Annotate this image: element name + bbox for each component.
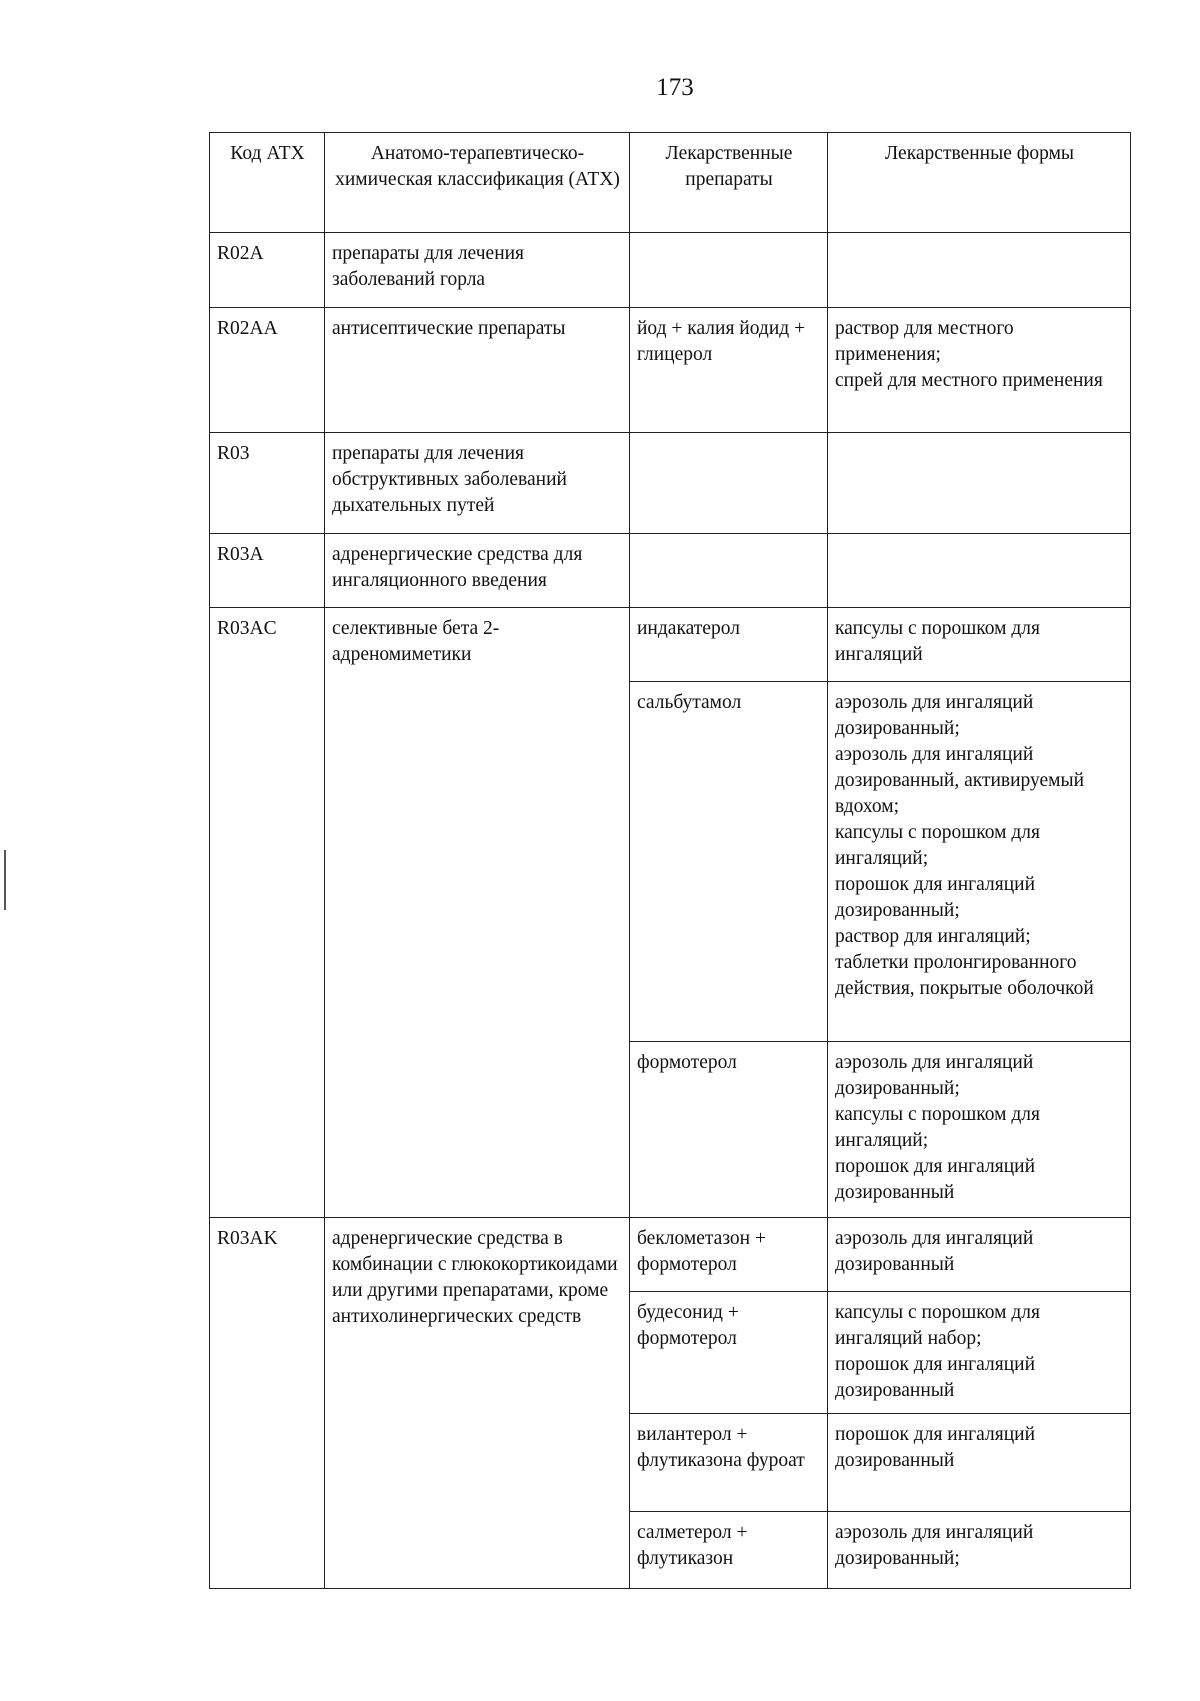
atc-code: R03AC	[210, 608, 325, 1218]
forms-cell	[828, 682, 1131, 1042]
form-line: порошок для ингаляций дозированный	[835, 1354, 1035, 1401]
forms-cell	[828, 308, 1131, 433]
forms-cell	[828, 1512, 1131, 1589]
atc-code: R02AA	[210, 308, 325, 433]
table-row	[210, 308, 1131, 433]
drug-cell	[630, 433, 828, 534]
atc-name: селективные бета 2-адреномиметики	[325, 608, 630, 1218]
forms-cell	[828, 1414, 1131, 1512]
forms-cell	[828, 233, 1131, 308]
atc-name: адренергические средства для ингаляционного введения	[325, 534, 630, 608]
drug-name: вилантерол + флутиказона фуроат	[630, 1414, 828, 1512]
atc-name: препараты для лечения заболеваний горла	[325, 233, 630, 308]
header-code: Код АТХ	[210, 133, 325, 233]
drug-name: будесонид + формотерол	[630, 1292, 828, 1414]
form-line: таблетки пролонгированного действия, покрытые оболочкой	[835, 952, 1094, 999]
table-row	[210, 534, 1131, 608]
header-drugs: Лекарственные препараты	[630, 133, 828, 233]
form-line: порошок для ингаляций дозированный	[835, 1424, 1035, 1471]
form-line: аэрозоль для ингаляций дозированный;	[835, 1522, 1034, 1569]
drug-name: йод + калия йодид + глицерол	[630, 308, 828, 433]
table-row	[210, 608, 1131, 682]
form-line: аэрозоль для ингаляций дозированный;	[835, 1052, 1034, 1099]
form-line: спрей для местного применения	[835, 370, 1103, 391]
header-forms: Лекарственные формы	[828, 133, 1131, 233]
form-line: аэрозоль для ингаляций дозированный	[835, 1228, 1034, 1275]
forms-cell	[828, 1218, 1131, 1292]
header-classification: Анатомо-терапевтическо-химическая классификация (АТХ)	[325, 133, 630, 233]
forms-cell	[828, 534, 1131, 608]
form-line: аэрозоль для ингаляций дозированный;	[835, 692, 1034, 739]
form-line: раствор для ингаляций;	[835, 926, 1031, 947]
atc-name: антисептические препараты	[325, 308, 630, 433]
form-line: аэрозоль для ингаляций дозированный, активируемый вдохом;	[835, 744, 1085, 817]
atc-code: R03A	[210, 534, 325, 608]
atc-code: R03	[210, 433, 325, 534]
drug-name: салметерол + флутиказон	[630, 1512, 828, 1589]
table-row	[210, 233, 1131, 308]
drug-name: сальбутамол	[630, 682, 828, 1042]
form-line: порошок для ингаляций дозированный;	[835, 874, 1035, 921]
page-number: 173	[656, 74, 694, 101]
atc-code: R02A	[210, 233, 325, 308]
drug-cell	[630, 233, 828, 308]
drug-name: формотерол	[630, 1042, 828, 1218]
atc-code: R03AK	[210, 1218, 325, 1589]
header-row	[210, 133, 1131, 233]
form-line: капсулы с порошком для ингаляций;	[835, 1104, 1040, 1151]
form-line: капсулы с порошком для ингаляций	[835, 618, 1040, 665]
forms-cell	[828, 1042, 1131, 1218]
atc-table	[209, 132, 1131, 1589]
form-line: порошок для ингаляций дозированный	[835, 1156, 1035, 1203]
forms-cell	[828, 608, 1131, 682]
form-line: капсулы с порошком для ингаляций набор;	[835, 1302, 1040, 1349]
table-row	[210, 433, 1131, 534]
forms-cell	[828, 433, 1131, 534]
drug-name: беклометазон + формотерол	[630, 1218, 828, 1292]
form-line: раствор для местного применения;	[835, 318, 1014, 365]
margin-mark	[4, 850, 6, 910]
table-row	[210, 1218, 1131, 1292]
atc-name: адренергические средства в комбинации с глюкокортикоидами или другими препаратами, кроме антихолинергических средств	[325, 1218, 630, 1589]
atc-name: препараты для лечения обструктивных заболеваний дыхательных путей	[325, 433, 630, 534]
form-line: капсулы с порошком для ингаляций;	[835, 822, 1040, 869]
drug-cell	[630, 534, 828, 608]
drug-name: индакатерол	[630, 608, 828, 682]
forms-cell	[828, 1292, 1131, 1414]
